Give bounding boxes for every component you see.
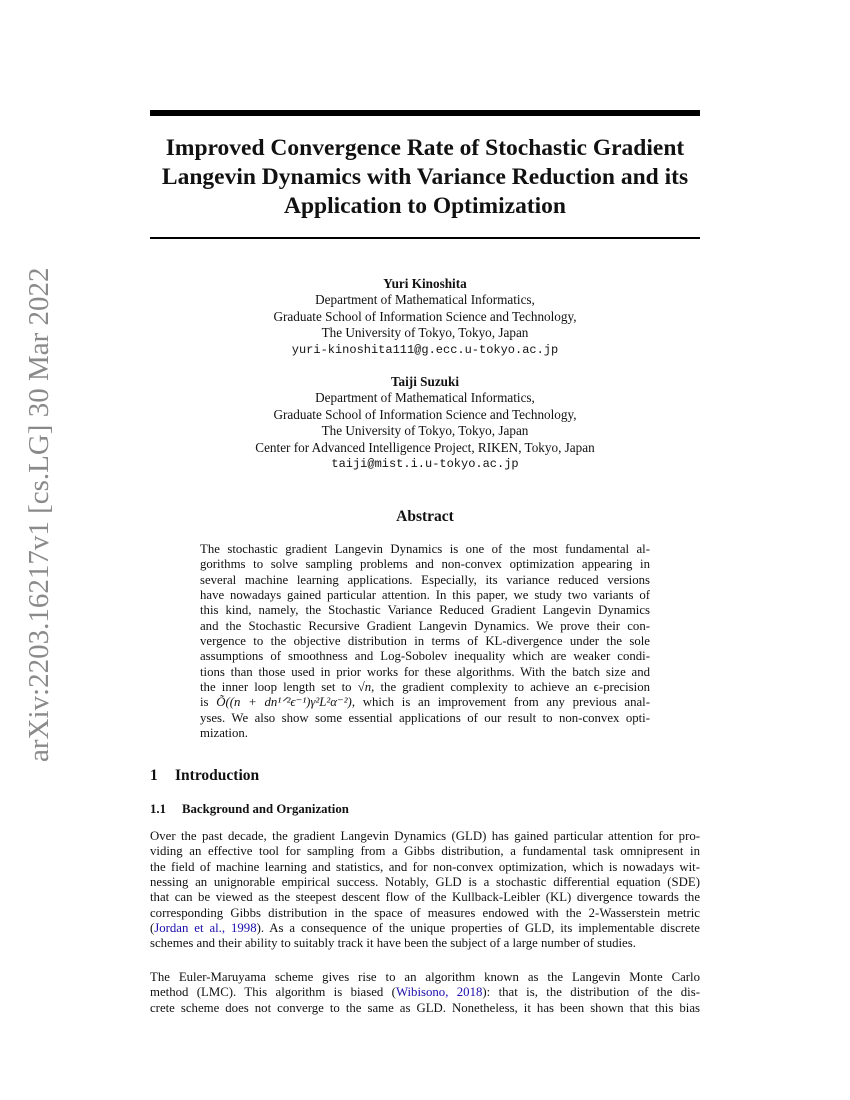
abstract-line: tions than those used in prior works for these algorithms. With the batch size and — [200, 664, 650, 679]
abstract-line: assumptions of smoothness and Log-Sobolev inequality which are weaker condi- — [200, 649, 650, 664]
paragraph-line: Over the past decade, the gradient Langevin Dynamics (GLD) has gained particular attention for pro- — [150, 829, 700, 843]
author-affiliation: Graduate School of Information Science and Technology, — [273, 406, 577, 422]
paragraph-line: crete scheme does not converge to the same as GLD. Nonetheless, it has been shown that this bias — [150, 1000, 700, 1015]
section-heading-introduction — [150, 767, 259, 785]
author-email[interactable]: yuri-kinoshita111@g.ecc.u-tokyo.ac.jp — [291, 342, 559, 357]
author-affiliation: Center for Advanced Intelligence Project, RIKEN, Tokyo, Japan — [255, 439, 595, 455]
paragraph-line: that can be viewed as the steepest descent flow of the Kullback-Leibler (KL) divergence towards the — [150, 890, 700, 905]
paragraph-line: corresponding Gibbs distribution in the space of measures endowed with the 2-Wasserstein metric — [150, 905, 700, 920]
author-affiliation: The University of Tokyo, Tokyo, Japan — [321, 325, 529, 341]
abstract-line: and the Stochastic Recursive Gradient Langevin Dynamics. We prove their con- — [200, 618, 650, 633]
title-bottom-rule — [150, 237, 700, 239]
subsection-number: 1.1 — [150, 802, 166, 816]
paragraph-text: method (LMC). This algorithm is biased ( — [150, 985, 396, 1000]
author-block-suzuki — [150, 374, 700, 472]
paper-title — [150, 134, 700, 221]
arxiv-identifier-text: arXiv:2203.16217v1 [cs.LG] 30 Mar 2022 — [23, 267, 55, 762]
paragraph-text: ): that is, the distribution of the dis- — [482, 985, 700, 1000]
citation-link-wibisono[interactable]: Wibisono, 2018 — [395, 985, 483, 1000]
abstract-line: The stochastic gradient Langevin Dynamics is one of the most fundamental al- — [200, 542, 650, 556]
arxiv-identifier-stamp — [14, 262, 58, 762]
abstract-line: have nowadays gained particular attention. In this paper, we study two variants of — [200, 588, 650, 603]
author-affiliation: Department of Mathematical Informatics, — [315, 292, 535, 308]
author-affiliation: Graduate School of Information Science and Technology, — [273, 308, 577, 324]
author-name: Yuri Kinoshita — [383, 276, 467, 291]
sqrt-n-math: √n — [357, 680, 372, 695]
abstract-line: vergence to the objective distribution in terms of KL-divergence under the sole — [200, 634, 650, 649]
abstract-line — [200, 695, 650, 710]
paragraph-line — [150, 985, 700, 1000]
title-line: Improved Convergence Rate of Stochastic Gradient — [165, 135, 685, 161]
paragraph-line: viding an effective tool for sampling from a Gibbs distribution, a fundamental task omnipresent in — [150, 844, 700, 859]
abstract-text: , the gradient complexity to achieve an ϵ-precision — [371, 680, 650, 695]
paragraph-line: The Euler-Maruyama scheme gives rise to an algorithm known as the Langevin Monte Carlo — [150, 970, 700, 984]
paragraph-text: ( — [150, 921, 155, 936]
intro-paragraph-2 — [150, 970, 700, 1016]
author-email[interactable]: taiji@mist.i.u-tokyo.ac.jp — [331, 457, 519, 472]
subsection-title: Background and Organization — [182, 802, 349, 816]
abstract-line — [200, 680, 650, 695]
arxiv-identifier-svg — [14, 262, 58, 762]
subsection-heading-background — [150, 802, 349, 817]
paragraph-line — [150, 921, 700, 936]
abstract-text: the inner loop length set to — [200, 680, 358, 695]
abstract-text: , which is an improvement from any previous anal- — [351, 695, 650, 710]
abstract-heading: Abstract — [396, 508, 454, 525]
title-line: Application to Optimization — [283, 193, 566, 219]
paragraph-text: ). As a consequence of the unique properties of GLD, its implementable discrete — [256, 921, 700, 936]
paragraph-line: nessing an unignorable empirical success. Notably, GLD is a stochastic differential equation (SDE) — [150, 875, 700, 890]
abstract-body — [200, 542, 650, 741]
author-affiliation: Department of Mathematical Informatics, — [315, 390, 535, 406]
intro-paragraph-1 — [150, 829, 700, 952]
abstract-line: yses. We also show some essential applications of our result to non-convex opti- — [200, 710, 650, 725]
paragraph-line: the field of machine learning and statistics, and for non-convex optimization, which is nowadays wit- — [150, 859, 700, 874]
author-name: Taiji Suzuki — [390, 374, 460, 389]
author-block-kinoshita — [150, 276, 700, 358]
complexity-math: Õ((n + dn¹ᐟ²ϵ⁻¹)γ²L²α⁻²) — [216, 695, 352, 710]
abstract-line: mization. — [200, 726, 248, 741]
paragraph-line: schemes and their ability to suitably track it have been the subject of a large number of studies. — [150, 936, 636, 951]
abstract-line: gorithms to solve sampling problems and non-convex optimization appearing in — [200, 557, 650, 572]
abstract-text: is — [200, 695, 217, 710]
abstract-line: several machine learning applications. Especially, its variance reduced versions — [200, 572, 650, 587]
citation-link-jordan[interactable]: Jordan et al., 1998 — [154, 921, 257, 936]
abstract-line: this kind, namely, the Stochastic Variance Reduced Gradient Langevin Dynamics — [200, 603, 650, 618]
section-number: 1 — [150, 767, 158, 784]
title-top-rule — [150, 110, 700, 116]
author-affiliation: The University of Tokyo, Tokyo, Japan — [321, 423, 529, 439]
title-line: Langevin Dynamics with Variance Reduction and its — [161, 164, 689, 190]
section-title: Introduction — [175, 767, 260, 784]
